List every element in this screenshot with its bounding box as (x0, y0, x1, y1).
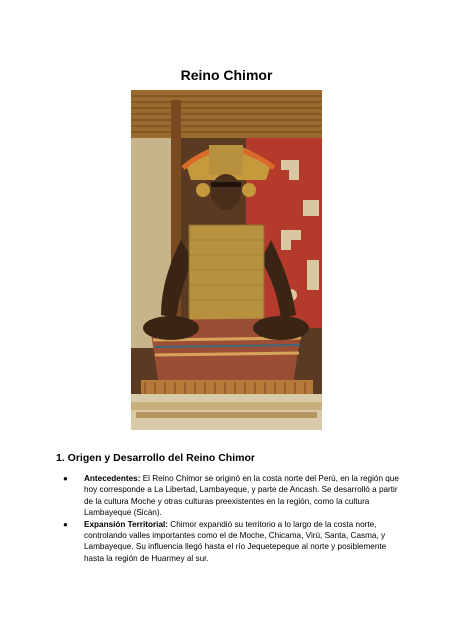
item-text: Chimor expandió su territorio a lo largo de la costa norte, controlando valles importantes como el de Moche, Chicama, Virú, Santa, Casma, y Lambayeque. Su influencia llegó hasta el río Jequetepeque al norte y posiblemente hasta la región de Huarmey al sur. (84, 519, 387, 563)
item-text: El Reino Chimor se originó en la costa norte del Perú, en la región que hoy corresponde a La Libertad, Lambayeque, y parte de Ancash. Se desarrolló a partir de la cultura Moche y otras culturas preexistentes en la región, como la cultura Lambayeque (Sicán). (84, 474, 399, 518)
bullet-icon: ● (63, 474, 68, 483)
item-label: Expansión Territorial: (84, 519, 169, 529)
bullet-icon: ● (63, 519, 68, 529)
list-item (56, 473, 404, 519)
page-title: Reino Chimor (180, 67, 273, 83)
item-label: Antecedentes: (84, 474, 141, 483)
bullet-list (56, 473, 404, 564)
chimu-lord-photo (131, 90, 322, 430)
list-item (56, 519, 404, 565)
section-heading: 1. Origen y Desarrollo del Reino Chimor (56, 452, 255, 464)
